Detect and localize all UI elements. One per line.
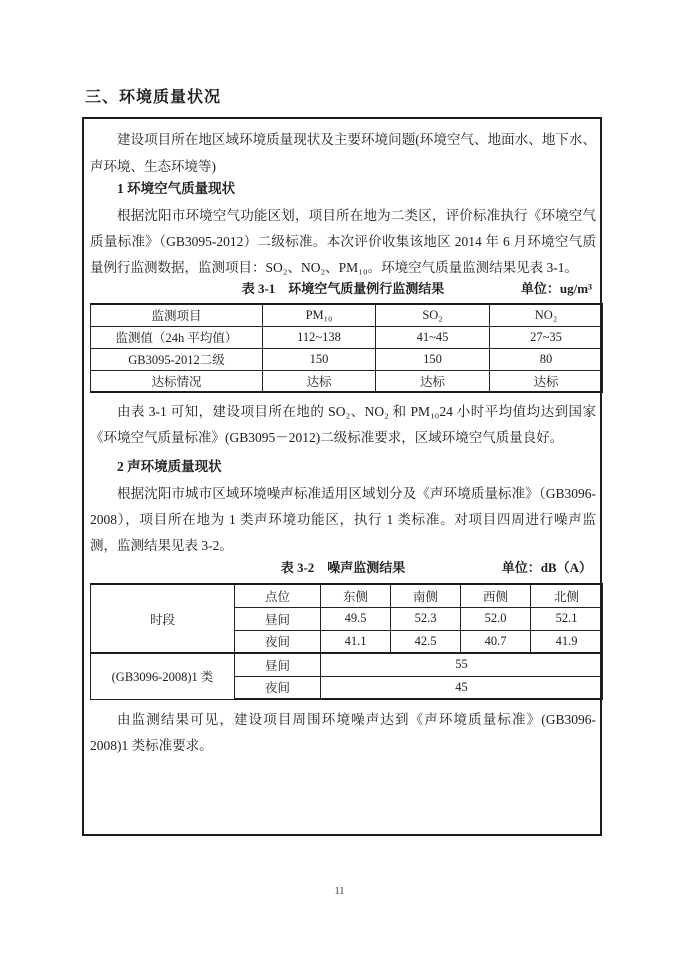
table-cell: GB3095-2012二级 [91, 348, 263, 370]
table-cell: 40.7 [461, 630, 531, 653]
table-row [91, 370, 603, 392]
table-cell: 55 [321, 653, 603, 676]
table-cell: 41~45 [376, 326, 490, 348]
table-cell: 西侧 [461, 584, 531, 607]
table-row [91, 348, 603, 370]
table-cell: 27~35 [490, 326, 603, 348]
table-row [91, 653, 603, 676]
table-cell: 昼间 [235, 607, 321, 630]
air-quality-paragraph: 根据沈阳市环境空气功能区划，项目所在地为二类区，评价标准执行《环境空气质量标准》（GB3095-2012）二级标准。本次评价收集该地区 2014 年 6 月环境空气质量例行监测数据，监测项目：SO₂、NO₂、PM₁₀。环境空气质量监测结果见表 3-1。 [90, 208, 596, 275]
page-number: 11 [334, 886, 345, 897]
table-cell: NO₂ [490, 304, 603, 326]
table-cell: 监测项目 [91, 304, 263, 326]
table-cell: 49.5 [321, 607, 391, 630]
noise-conclusion: 由监测结果可见，建设项目周围环境噪声达到《声环境质量标准》(GB3096-2008)1 类标准要求。 [90, 712, 596, 753]
table-cell: 达标 [376, 370, 490, 392]
air-quality-section-title: 1 环境空气质量现状 [117, 181, 236, 196]
table-cell: 150 [263, 348, 376, 370]
table-cell: SO₂ [376, 304, 490, 326]
table-cell: 时段 [91, 584, 235, 653]
table-cell: 达标 [490, 370, 603, 392]
table-cell: 41.9 [531, 630, 603, 653]
table-row [91, 304, 603, 326]
noise-table [90, 583, 603, 700]
table-cell: 112~138 [263, 326, 376, 348]
table2-caption: 表 3-2 噪声监测结果 [280, 560, 406, 575]
table-cell: PM₁₀ [263, 304, 376, 326]
table-cell: 监测值（24h 平均值） [91, 326, 263, 348]
table-cell: 52.1 [531, 607, 603, 630]
table1-unit: 单位：ug/m³ [520, 281, 592, 296]
table-cell: 达标情况 [91, 370, 263, 392]
table-cell: 夜间 [235, 630, 321, 653]
air-quality-conclusion: 由表 3-1 可知，建设项目所在地的 SO₂、NO₂ 和 PM₁₀24 小时平均值均达到国家《环境空气质量标准》(GB3095－2012)二级标准要求，区域环境空气质量良好。 [90, 404, 596, 445]
table-cell: 南侧 [391, 584, 461, 607]
table-cell: 东侧 [321, 584, 391, 607]
table-cell: 45 [321, 676, 603, 699]
table-row [91, 326, 603, 348]
table2-unit: 单位：dB（A） [501, 560, 592, 575]
table-cell: 42.5 [391, 630, 461, 653]
intro-paragraph: 建设项目所在地区域环境质量现状及主要环境问题(环境空气、地面水、地下水、声环境、生态环境等) [90, 132, 596, 174]
table-cell: 夜间 [235, 676, 321, 699]
table-cell: 80 [490, 348, 603, 370]
content-frame [82, 117, 602, 836]
table1-caption-row [90, 278, 596, 298]
table1-caption: 表 3-1 环境空气质量例行监测结果 [241, 281, 445, 296]
table-cell: 昼间 [235, 653, 321, 676]
noise-section-title: 2 声环境质量现状 [117, 459, 222, 474]
table-cell: 41.1 [321, 630, 391, 653]
table-cell: 达标 [263, 370, 376, 392]
table-cell: 52.3 [391, 607, 461, 630]
section-heading: 三、环境质量状况 [85, 89, 222, 106]
table2-caption-row [90, 557, 596, 577]
noise-paragraph: 根据沈阳市城市区域环境噪声标准适用区域划分及《声环境质量标准》（GB3096-2008），项目所在地为 1 类声环境功能区，执行 1 类标准。对项目四周进行噪声监测，监测结果见表 3-2。 [90, 486, 596, 553]
table-cell: 北侧 [531, 584, 603, 607]
table-row [91, 584, 603, 607]
air-quality-table [90, 303, 603, 393]
table-cell: 点位 [235, 584, 321, 607]
table-cell: 52.0 [461, 607, 531, 630]
table-cell: 150 [376, 348, 490, 370]
table-cell: (GB3096-2008)1 类 [91, 653, 235, 699]
